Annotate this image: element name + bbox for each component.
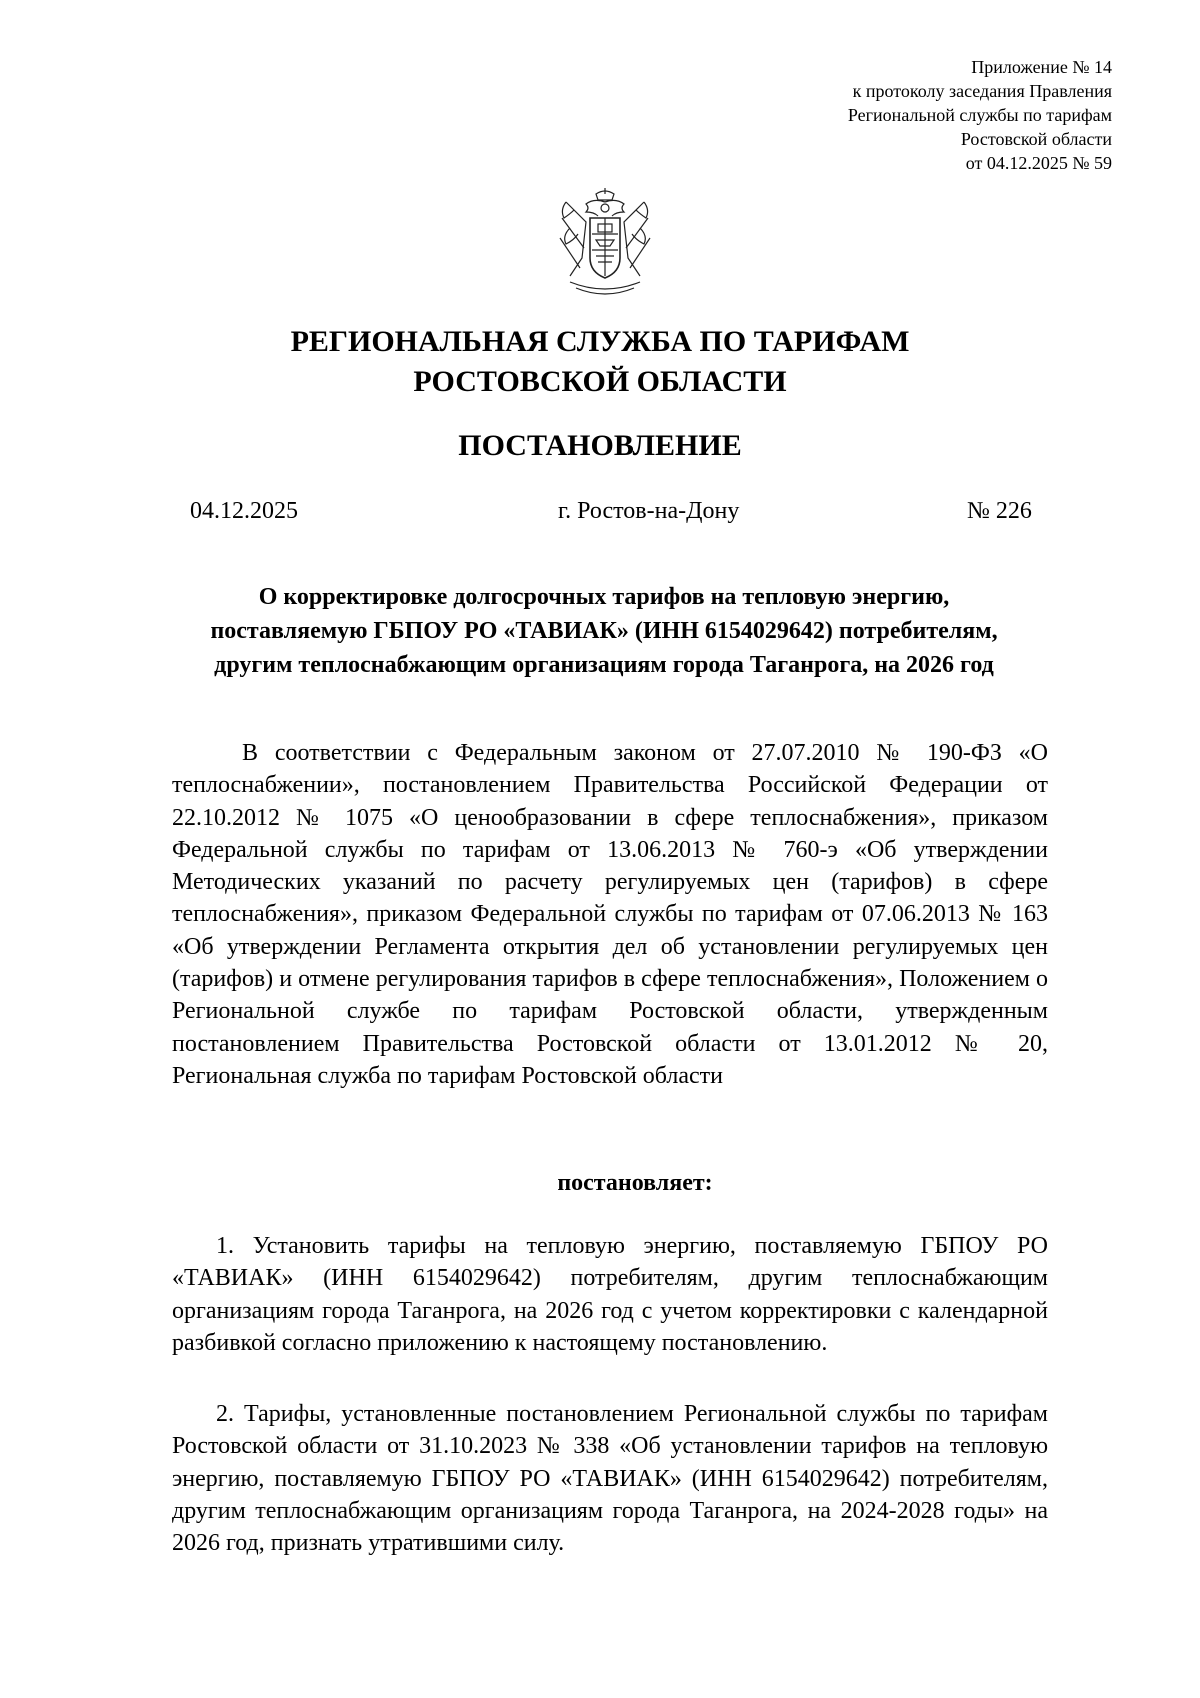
dateline xyxy=(0,494,1200,528)
appendix-reference xyxy=(732,55,1112,175)
document-number: № 226 xyxy=(967,498,1032,524)
appendix-line: от 04.12.2025 № 59 xyxy=(965,153,1112,173)
subject-line: поставляемую ГБПОУ РО «ТАВИАК» (ИНН 6154029642) потребителям, xyxy=(210,618,998,644)
appendix-line: Региональной службы по тарифам xyxy=(847,105,1112,125)
document-date: 04.12.2025 xyxy=(190,498,298,524)
subject-line: другим теплоснабжающим организациям города Таганрога, на 2026 год xyxy=(214,652,994,678)
document-type: ПОСТАНОВЛЕНИЕ xyxy=(458,429,742,462)
organization-title-line: РОСТОВСКОЙ ОБЛАСТИ xyxy=(413,365,787,398)
document-subject xyxy=(160,580,1048,682)
resolution-item-2: 2. Тарифы, установленные постановлением Региональной службы по тарифам Ростовской области от 31.10.2023 № 338 «Об установлении тарифов на тепловую энергию, поставляемую ГБПОУ РО «ТАВИАК» (ИНН 6154029642) потребителям, другим теплоснабжающим организациям города Таганрога, на 2024-2028 годы» на 2026 год, признать утратившими силу. xyxy=(172,1401,1048,1557)
resolves-heading: постановляет: xyxy=(557,1170,713,1196)
appendix-line: к протоколу заседания Правления xyxy=(852,81,1112,101)
organization-title-line: РЕГИОНАЛЬНАЯ СЛУЖБА ПО ТАРИФАМ xyxy=(290,325,910,358)
rostov-region-coat-of-arms-icon xyxy=(556,188,654,296)
resolution-item-1: 1. Установить тарифы на тепловую энергию, поставляемую ГБПОУ РО «ТАВИАК» (ИНН 6154029642) потребителям, другим теплоснабжающим организациям города Таганрога, на 2026 год с учетом корректировки с календарной разбивкой согласно приложению к настоящему постановлению. xyxy=(172,1233,1048,1356)
organization-title xyxy=(0,322,1200,402)
preamble-paragraph: В соответствии с Федеральным законом от 27.07.2010 № 190-ФЗ «О теплоснабжении», постановлением Правительства Российской Федерации от 22.10.2012 № 1075 «О ценообразовании в сфере теплоснабжения», приказом Федеральной службы по тарифам от 13.06.2013 № 760-э «Об утверждении Методических указаний по расчету регулируемых цен (тарифов) в сфере теплоснабжения», приказом Федеральной службы по тарифам от 07.06.2013 № 163 «Об утверждении Регламента открытия дел об установлении регулируемых цен (тарифов) и отмене регулирования тарифов в сфере теплоснабжения», Положением о Региональной службе по тарифам Ростовской области, утвержденным постановлением Правительства Ростовской области от 13.01.2012 № 20, Региональная служба по тарифам Ростовской области xyxy=(172,740,1048,1089)
document-city: г. Ростов-на-Дону xyxy=(558,498,740,524)
subject-line: О корректировке долгосрочных тарифов на тепловую энергию, xyxy=(258,584,950,610)
appendix-line: Приложение № 14 xyxy=(971,57,1112,77)
appendix-line: Ростовской области xyxy=(960,129,1112,149)
